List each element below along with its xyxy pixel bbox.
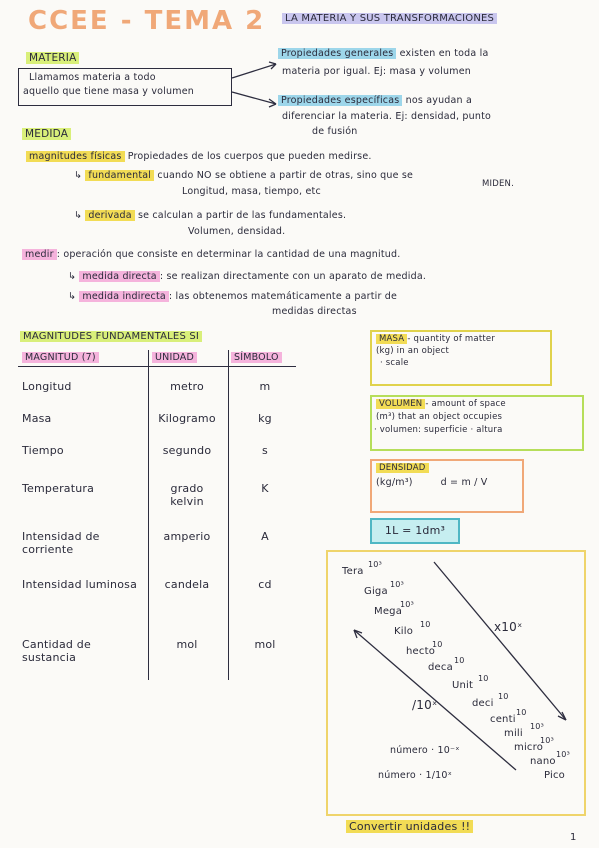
table-header-magnitud: MAGNITUD (7) bbox=[22, 352, 99, 363]
fundamental-text-1: cuando NO se obtiene a partir de otras, sino que se bbox=[157, 170, 414, 181]
prop-specific bbox=[278, 95, 578, 106]
densidad-note bbox=[370, 459, 524, 513]
formula-neg-exponent: número · 10⁻ˣ bbox=[390, 745, 460, 756]
prefix-factor: 10 bbox=[478, 674, 489, 683]
page-number: 1 bbox=[570, 832, 577, 843]
units-table bbox=[18, 350, 296, 680]
table-col-rule-1 bbox=[148, 350, 149, 680]
table-cell-magnitud: Cantidad de sustancia bbox=[22, 638, 91, 664]
prefix-label: micro bbox=[514, 742, 544, 753]
prop-specific-text-2: diferenciar la materia. Ej: densidad, punto bbox=[282, 111, 492, 122]
prop-general-text-2: materia por igual. Ej: masa y volumen bbox=[282, 66, 471, 77]
fundamental-line: ↳ fundamental cuando NO se obtiene a partir de otras, sino que se bbox=[74, 170, 414, 181]
indirecta-line: ↳ medida indirecta : las obtenemos matemáticamente a partir de bbox=[68, 291, 398, 302]
table-cell-magnitud: Tiempo bbox=[22, 444, 64, 457]
prefix-label: centi bbox=[490, 714, 516, 725]
derivada-label: derivada bbox=[85, 210, 134, 221]
table-cell-magnitud: Temperatura bbox=[22, 482, 95, 495]
prefix-label: nano bbox=[530, 756, 556, 767]
prefix-label: Pico bbox=[544, 770, 566, 781]
derivada-text-1: se calculan a partir de las fundamentales. bbox=[137, 210, 347, 221]
masa-note-line-2: (kg) in an object bbox=[376, 346, 449, 356]
medir-text: operación que consiste en determinar la cantidad de una magnitud. bbox=[63, 249, 401, 260]
table-cell-magnitud: Intensidad de corriente bbox=[22, 530, 100, 556]
convert-units-note: Convertir unidades !! bbox=[346, 820, 473, 833]
masa-note-label: MASA bbox=[376, 334, 407, 344]
div-label: /10ˣ bbox=[412, 698, 438, 712]
magnitudes-text: Propiedades de los cuerpos que pueden medirse. bbox=[127, 151, 372, 162]
volumen-note-label: VOLUMEN bbox=[376, 399, 425, 409]
prefix-label: hecto bbox=[406, 646, 436, 657]
volumen-note bbox=[370, 395, 584, 451]
table-cell-unidad: grado kelvin bbox=[170, 482, 204, 508]
table-cell-simbolo: kg bbox=[258, 412, 272, 425]
prefix-factor: 10 bbox=[516, 708, 527, 717]
derivada-text-2: Volumen, densidad. bbox=[188, 226, 286, 237]
prefix-factor: 10 bbox=[432, 640, 443, 649]
prefix-factor: 10 bbox=[420, 620, 431, 629]
materia-definition-box bbox=[18, 68, 232, 106]
page-subtitle: LA MATERIA Y SUS TRANSFORMACIONES bbox=[282, 13, 497, 24]
directa-line: ↳ medida directa : se realizan directamente con un aparato de medida. bbox=[68, 271, 427, 282]
prefix-factor: 10³ bbox=[368, 560, 382, 569]
table-cell-magnitud: Intensidad luminosa bbox=[22, 578, 138, 591]
prefix-label: Unit bbox=[452, 680, 474, 691]
volumen-note-line-2: (m³) that an object occupies bbox=[376, 412, 503, 422]
table-cell-magnitud: Longitud bbox=[22, 380, 72, 393]
materia-label: MATERIA bbox=[26, 52, 79, 64]
medir-label: medir bbox=[22, 249, 57, 260]
table-cell-unidad: amperio bbox=[163, 530, 211, 543]
table-cell-simbolo: mol bbox=[254, 638, 276, 651]
materia-arrows bbox=[228, 52, 284, 112]
table-cell-unidad: mol bbox=[176, 638, 198, 651]
prop-specific-text-3: de fusión bbox=[312, 126, 358, 137]
prop-specific-text-1: nos ayudan a bbox=[405, 95, 473, 106]
materia-definition-line-1: Llamamos materia a todo bbox=[29, 72, 156, 83]
table-header-unidad: UNIDAD bbox=[152, 352, 197, 363]
table-cell-unidad: segundo bbox=[162, 444, 212, 457]
table-header-rule bbox=[18, 366, 296, 367]
volumen-note-line-3: · volumen: superficie · altura bbox=[374, 425, 503, 435]
derivada-line: ↳ derivada se calculan a partir de las fundamentales. bbox=[74, 210, 347, 221]
prefix-factor: 10³ bbox=[400, 600, 414, 609]
fundamental-label: fundamental bbox=[85, 170, 154, 181]
prefix-label: deca bbox=[428, 662, 453, 673]
densidad-note-line-1: (kg/m³) bbox=[376, 477, 413, 488]
medida-label: MEDIDA bbox=[22, 128, 71, 140]
indirecta-text-1: las obtenemos matemáticamente a partir de bbox=[175, 291, 398, 302]
prefix-label: mili bbox=[504, 728, 523, 739]
prop-specific-label: Propiedades específicas bbox=[278, 95, 402, 106]
magnitudes-line bbox=[26, 151, 372, 162]
indirecta-text-2: medidas directas bbox=[272, 306, 357, 317]
densidad-note-label: DENSIDAD bbox=[376, 463, 429, 473]
table-cell-unidad: candela bbox=[164, 578, 210, 591]
densidad-formula: d = m / V bbox=[440, 477, 488, 488]
page-title: CCEE - TEMA 2 bbox=[28, 6, 266, 36]
masa-note-line-1: - quantity of matter bbox=[407, 334, 496, 344]
formula-fraction: número · 1/10ˣ bbox=[378, 770, 453, 781]
table-cell-simbolo: s bbox=[262, 444, 268, 457]
table-cell-simbolo: cd bbox=[258, 578, 272, 591]
table-cell-simbolo: m bbox=[259, 380, 271, 393]
prefix-label: Mega bbox=[374, 606, 403, 617]
table-cell-magnitud: Masa bbox=[22, 412, 52, 425]
prefix-label: deci bbox=[472, 698, 494, 709]
prop-general-text-1: existen en toda la bbox=[399, 48, 489, 59]
materia-definition-line-2: aquello que tiene masa y volumen bbox=[23, 86, 194, 97]
prop-general bbox=[278, 48, 578, 59]
prefix-factor: 10 bbox=[498, 692, 509, 701]
prefix-factor: 10 bbox=[454, 656, 465, 665]
prefix-factor: 10³ bbox=[540, 736, 554, 745]
prefix-label: Kilo bbox=[394, 626, 414, 637]
table-col-rule-2 bbox=[228, 350, 229, 680]
medir-line: medir : operación que consiste en determinar la cantidad de una magnitud. bbox=[22, 249, 400, 260]
table-cell-unidad: Kilogramo bbox=[158, 412, 216, 425]
magnitudes-label: magnitudes físicas bbox=[26, 151, 125, 162]
directa-label: medida directa bbox=[79, 271, 159, 282]
litro-note: 1L = 1dm³ bbox=[370, 518, 460, 544]
table-cell-simbolo: A bbox=[261, 530, 269, 543]
masa-note bbox=[370, 330, 552, 386]
prefix-factor: 10³ bbox=[390, 580, 404, 589]
directa-text: se realizan directamente con un aparato de medida. bbox=[166, 271, 427, 282]
prop-general-label: Propiedades generales bbox=[278, 48, 396, 59]
table-cell-unidad: metro bbox=[170, 380, 204, 393]
volumen-note-line-1: - amount of space bbox=[425, 399, 506, 409]
masa-note-line-3: · scale bbox=[380, 358, 409, 368]
prefix-label: Giga bbox=[364, 586, 388, 597]
prefix-factor: 10³ bbox=[556, 750, 570, 759]
table-cell-simbolo: K bbox=[261, 482, 269, 495]
prefix-factor: 10³ bbox=[530, 722, 544, 731]
table-title: MAGNITUDES FUNDAMENTALES SI bbox=[20, 331, 202, 342]
table-header-simbolo: SÍMBOLO bbox=[231, 352, 282, 363]
indirecta-label: medida indirecta bbox=[79, 291, 168, 302]
fundamental-text-3: Longitud, masa, tiempo, etc bbox=[182, 186, 321, 197]
fundamental-text-2: MIDEN. bbox=[482, 179, 515, 189]
mult-label: x10ˣ bbox=[494, 620, 523, 634]
prefix-label: Tera bbox=[342, 566, 364, 577]
